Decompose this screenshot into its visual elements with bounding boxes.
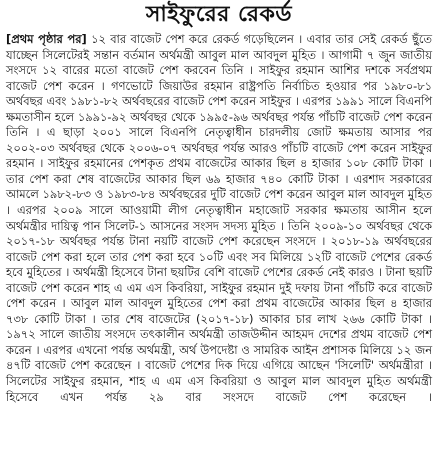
headline: সাইফুরের রেকর্ড [145, 2, 293, 27]
article-text: ১২ বার বাজেট পেশ করে রেকর্ড গড়েছিলেন । এবার তার সেই রেকর্ড ছুঁতে যাচ্ছেন সিলেটেরই সন্তান বর্তমান অর্থমন্ত্রী আবুল মাল আবদুল মুহিত । আগামী ৭ জুন জাতীয় সংসদে ১২ বারের মতো বাজেট পেশ করবেন তিনি । সাইফুর রহমান আশির দশকে সর্বপ্রথম বাজেট পেশ করেন । গণভোটে জিয়াউর রহমান রাষ্ট্রপতি নির্বাচিত হওয়ার পর ১৯৮০-৮১ অর্থবছর এবং ১৯৮১-৮২ অর্থবছরের বাজেট পেশ করেন সাইফুর । এরপর ১৯৯১ সালে বিএনপি ক্ষমতাসীন হলে ১৯৯১-৯২ অর্থবছর থেকে ১৯৯৫-৯৬ অর্থবছর পর্যন্ত পাঁচটি বাজেট পেশ করেন তিনি । এ ছাড়া ২০০১ সালে বিএনপি নেতৃত্বাধীন চারদলীয় জোট ক্ষমতায় আসার পর ২০০২-০৩ অর্থবছর থেকে ২০০৬-০৭ অর্থবছর পর্যন্ত আরও পাঁচটি বাজেট পেশ করেন সাইফুর রহমান । সাইফুর রহমানের পেশকৃত প্রথম বাজেটের আকার ছিল ৪ হাজার ১০৮ কোটি টাকা । তার পেশ করা শেষ বাজেটের আকার ছিল ৬৯ হাজার ৭৪০ কোটি টাকা । এরশাদ সরকারের আমলে ১৯৮২-৮৩ ও ১৯৮৩-৮৪ অর্থবছরের দুটি বাজেট পেশ করেন আবুল মাল আবদুল মুহিত । এরপর ২০০৯ সালে আওয়ামী লীগ নেতৃত্বাধীন মহাজোট সরকার ক্ষমতায় আসীন হলে অর্থমন্ত্রীর দায়িত্ব পান সিলেট-১ আসনের সংসদ সদস্য মুহিত । তিনি ২০০৯-১০ অর্থবছর থেকে ২০১৭-১৮ অর্থবছর পর্যন্ত টানা নয়টি বাজেট পেশ করেছেন সংসদে । ২০১৮-১৯ অর্থবছরের বাজেট পেশ করা হলে তার পেশ করা হবে ১০টি এবং সব মিলিয়ে ১২টি বাজেট পেশের রেকর্ড হবে মুহিতের । অর্থমন্ত্রী হিসেবে টানা ছয়টির বেশি বাজেট পেশের রেকর্ড নেই কারও । টানা ছয়টি বাজেট পেশ করেন শাহ এ এম এস কিবরিয়া, সাইফুর রহমান দুই দফায় টানা পাঁচটি করে বাজেট পেশ করেন । আবুল মাল আবদুল মুহিতের পেশ করা প্রথম বাজেটের আকার ছিল ৪ হাজার ৭৩৮ কোটি টাকা । তার শেষ বাজেটের (২০১৭-১৮) আকার চার লাখ ২৬৬ কোটি টাকা । ১৯৭২ সালে জাতীয় সংসদে তৎকালীন অর্থমন্ত্রী তাজউদ্দীন আহমদ দেশের প্রথম বাজেট পেশ করেন । এরপর এখনো পর্যন্ত অর্থমন্ত্রী, অর্থ উপদেষ্টা ও সামরিক আইন প্রশাসক মিলিয়ে ১২ জন ৪৭টি বাজেট পেশ করেছেন । বাজেট পেশের দিক দিয়ে এগিয়ে আছেন 'সিলেটি' অর্থমন্ত্রীরা । সিলেটের সাইফুর রহমান, শাহ এ এম এস কিবরিয়া ও আবুল মাল আবদুল মুহিত অর্থমন্ত্রী হিসেবে এখন পর্যন্ত ২৯ বার সংসদে বাজেট পেশ করেছেন । [6, 32, 432, 404]
article-body [6, 32, 432, 405]
continued-label: [প্রথম পৃষ্ঠার পর] [6, 32, 87, 46]
